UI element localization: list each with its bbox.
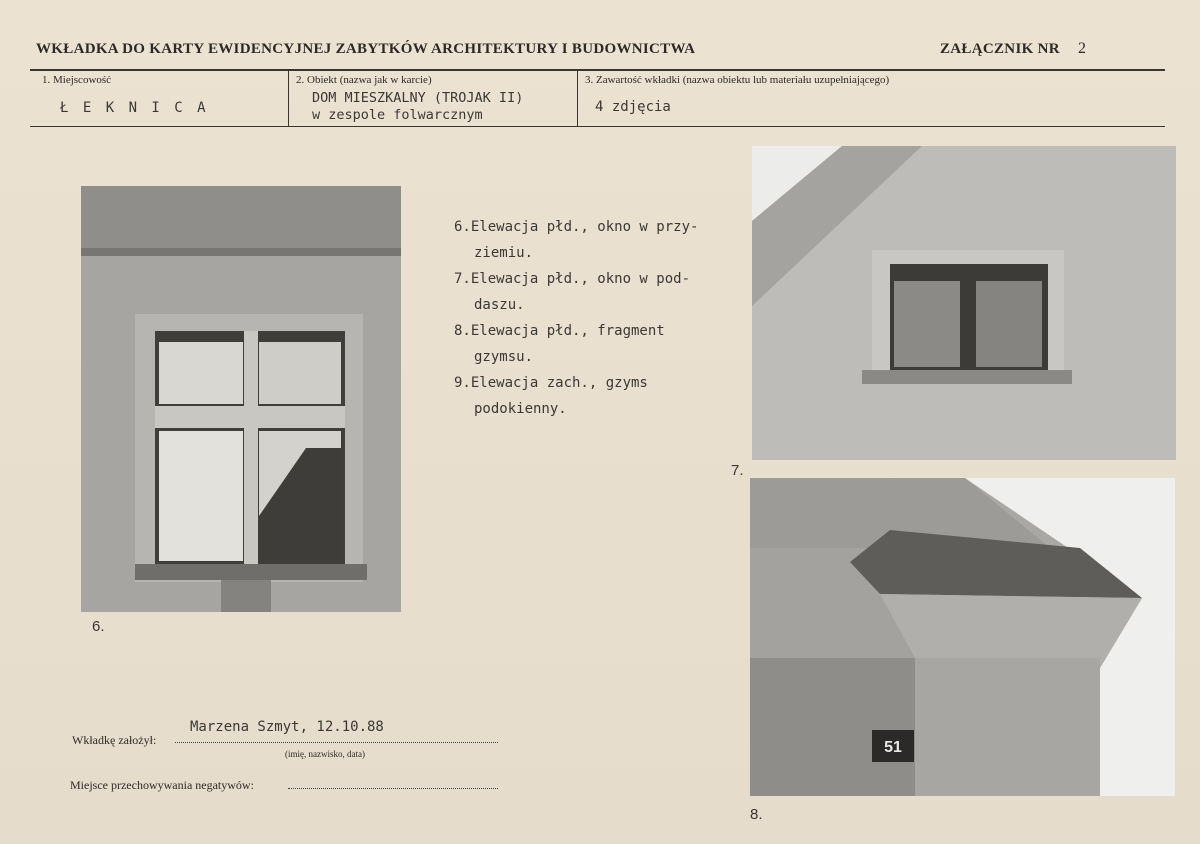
photo-8-label: 8. xyxy=(750,806,763,823)
field-divider-2 xyxy=(577,71,578,126)
caption-6-line1: 6.Elewacja płd., okno w przy- xyxy=(454,219,699,235)
attachment-label: ZAŁĄCZNIK NR xyxy=(940,41,1060,57)
header-top-rule xyxy=(30,69,1165,71)
caption-9-line1: 9.Elewacja zach., gzyms xyxy=(454,375,648,391)
contents-label: 3. Zawartość wkładki (nazwa obiektu lub materiału uzupełniającego) xyxy=(585,74,890,86)
founder-label: Wkładkę założył: xyxy=(72,733,157,747)
caption-8-line1: 8.Elewacja płd., fragment xyxy=(454,323,665,339)
photo-7-attic-window xyxy=(752,146,1176,460)
field-divider-1 xyxy=(288,71,289,126)
photo-8-cornice-fragment xyxy=(750,478,1175,796)
caption-9-line2: podokienny. xyxy=(474,401,567,417)
caption-7-line2: daszu. xyxy=(474,297,525,313)
document-title: WKŁADKA DO KARTY EWIDENCYJNEJ ZABYTKÓW ARCHITEKTURY I BUDOWNICTWA xyxy=(36,41,696,57)
founder-value: Marzena Szmyt, 12.10.88 xyxy=(190,719,384,735)
captions-list xyxy=(454,214,698,422)
object-value-line1: DOM MIESZKALNY (TROJAK II) xyxy=(312,90,524,106)
founder-dotted-line xyxy=(175,742,498,743)
caption-7-line1: 7.Elewacja płd., okno w pod- xyxy=(454,271,691,287)
header-bottom-rule xyxy=(30,126,1165,127)
house-number-plate: 51 xyxy=(884,739,902,756)
locality-value: Ł E K N I C A xyxy=(60,100,209,116)
object-label: 2. Obiekt (nazwa jak w karcie) xyxy=(296,74,432,86)
caption-8-line2: gzymsu. xyxy=(474,349,534,365)
negatives-label: Miejsce przechowywania negatywów: xyxy=(70,778,254,792)
attachment-number: 2 xyxy=(1078,40,1087,57)
contents-value: 4 zdjęcia xyxy=(595,99,671,115)
locality-label: 1. Miejscowość xyxy=(42,74,112,86)
founder-hint: (imię, nazwisko, data) xyxy=(285,749,365,759)
negatives-dotted-line xyxy=(288,788,498,789)
photo-6-label: 6. xyxy=(92,618,105,635)
object-value-line2: w zespole folwarcznym xyxy=(312,107,483,123)
photo-7-label: 7. xyxy=(731,462,744,479)
photo-6-ground-floor-window xyxy=(81,186,401,612)
caption-6-line2: ziemiu. xyxy=(474,245,534,261)
